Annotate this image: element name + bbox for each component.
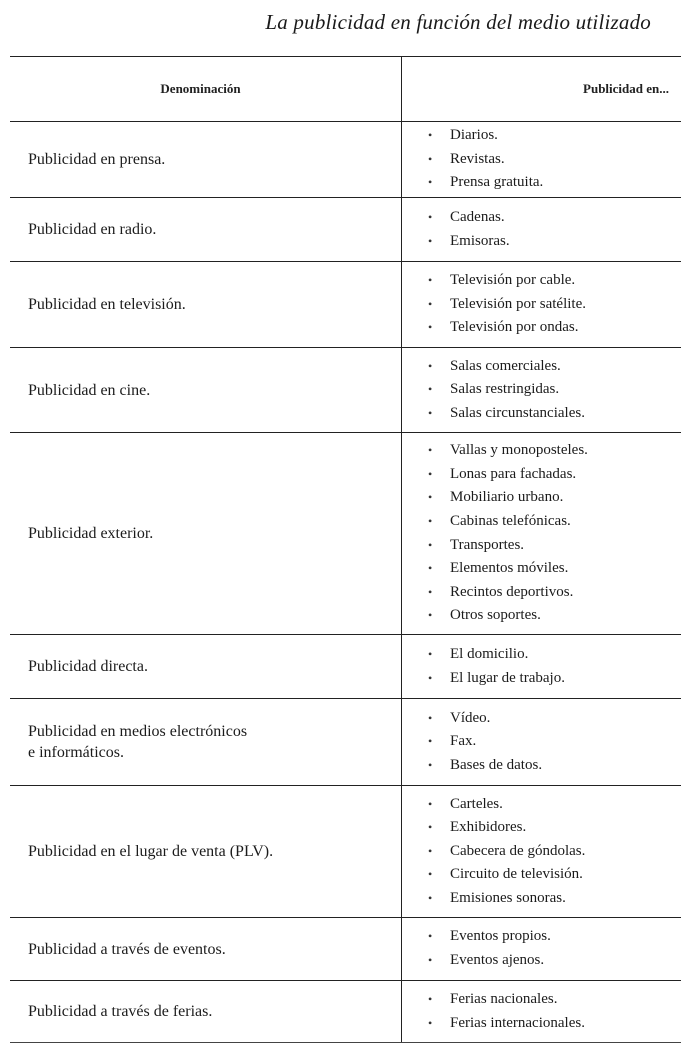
row-media [402,348,681,433]
table-row [10,635,681,699]
list-item: • Recintos deportivos. [428,581,681,605]
row-media [402,918,681,981]
row-name: Publicidad directa. [10,635,402,699]
row-name: Publicidad a través de ferias. [10,981,402,1043]
table-row [10,198,681,262]
list-item: • Salas circunstanciales. [428,402,681,426]
row-media [402,699,681,786]
list-item: • Transportes. [428,534,681,558]
bullet-icon: • [428,293,432,317]
list-item: • Revistas. [428,148,681,172]
list-item: • Lonas para fachadas. [428,463,681,487]
row-name: Publicidad en cine. [10,348,402,433]
table-row [10,122,681,198]
list-item: • Eventos ajenos. [428,949,681,973]
list-item: • Salas restringidas. [428,378,681,402]
media-list [428,124,681,195]
row-media [402,198,681,262]
list-item: • Eventos propios. [428,925,681,949]
list-item: • Televisión por cable. [428,269,681,293]
bullet-icon: • [428,355,432,379]
media-list [428,439,681,628]
bullet-icon: • [428,707,432,731]
list-item: • Ferias internacionales. [428,1012,681,1036]
bullet-icon: • [428,463,432,487]
list-item: • El domicilio. [428,643,681,667]
bullet-icon: • [428,230,432,254]
bullet-icon: • [428,557,432,581]
row-name: Publicidad en el lugar de venta (PLV). [10,786,402,918]
media-list [428,925,681,972]
row-media [402,262,681,348]
bullet-icon: • [428,604,432,628]
list-item: • Fax. [428,730,681,754]
list-item: • Otros soportes. [428,604,681,628]
row-name: Publicidad en televisión. [10,262,402,348]
bullet-icon: • [428,925,432,949]
header-publicidad-en: Publicidad en... [402,57,681,122]
table-row [10,348,681,433]
list-item: • Emisoras. [428,230,681,254]
list-item: • Televisión por ondas. [428,316,681,340]
table-row [10,786,681,918]
bullet-icon: • [428,148,432,172]
row-name: Publicidad en prensa. [10,122,402,198]
bullet-icon: • [428,206,432,230]
bullet-icon: • [428,793,432,817]
row-name-line: e informáticos. [28,742,401,763]
bullet-icon: • [428,316,432,340]
list-item: • Exhibidores. [428,816,681,840]
list-item: • Bases de datos. [428,754,681,778]
row-name: Publicidad a través de eventos. [10,918,402,981]
row-name [10,699,402,786]
bullet-icon: • [428,816,432,840]
bullet-icon: • [428,269,432,293]
bullet-icon: • [428,754,432,778]
row-name: Publicidad exterior. [10,433,402,635]
bullet-icon: • [428,667,432,691]
media-table [10,56,681,1043]
list-item: • Salas comerciales. [428,355,681,379]
row-media [402,981,681,1043]
table-row [10,433,681,635]
media-list [428,355,681,426]
list-item: • Prensa gratuita. [428,171,681,195]
list-item: • Mobiliario urbano. [428,486,681,510]
bullet-icon: • [428,171,432,195]
list-item: • Circuito de televisión. [428,863,681,887]
bullet-icon: • [428,534,432,558]
media-list [428,206,681,253]
media-list [428,988,681,1035]
table-header-row [10,57,681,122]
row-media [402,786,681,918]
list-item: • Cabecera de góndolas. [428,840,681,864]
table-row [10,981,681,1043]
page-title: La publicidad en función del medio utilizado [0,10,651,35]
list-item: • Diarios. [428,124,681,148]
list-item: • Vallas y monoposteles. [428,439,681,463]
bullet-icon: • [428,949,432,973]
row-media [402,433,681,635]
bullet-icon: • [428,439,432,463]
row-name-line: Publicidad en medios electrónicos [28,721,401,742]
bullet-icon: • [428,643,432,667]
list-item: • Ferias nacionales. [428,988,681,1012]
bullet-icon: • [428,1012,432,1036]
media-list [428,643,681,690]
media-list [428,793,681,911]
list-item: • Emisiones sonoras. [428,887,681,911]
bullet-icon: • [428,730,432,754]
bullet-icon: • [428,486,432,510]
list-item: • Cabinas telefónicas. [428,510,681,534]
list-item: • Carteles. [428,793,681,817]
list-item: • El lugar de trabajo. [428,667,681,691]
row-name: Publicidad en radio. [10,198,402,262]
bullet-icon: • [428,863,432,887]
table-row [10,918,681,981]
bullet-icon: • [428,840,432,864]
row-media [402,122,681,198]
bullet-icon: • [428,402,432,426]
bullet-icon: • [428,887,432,911]
media-list [428,269,681,340]
row-media [402,635,681,699]
table-row [10,699,681,786]
bullet-icon: • [428,378,432,402]
list-item: • Cadenas. [428,206,681,230]
list-item: • Elementos móviles. [428,557,681,581]
bullet-icon: • [428,581,432,605]
list-item: • Televisión por satélite. [428,293,681,317]
header-denominacion: Denominación [10,57,402,122]
list-item: • Vídeo. [428,707,681,731]
bullet-icon: • [428,510,432,534]
bullet-icon: • [428,988,432,1012]
table-row [10,262,681,348]
media-list [428,707,681,778]
bullet-icon: • [428,124,432,148]
